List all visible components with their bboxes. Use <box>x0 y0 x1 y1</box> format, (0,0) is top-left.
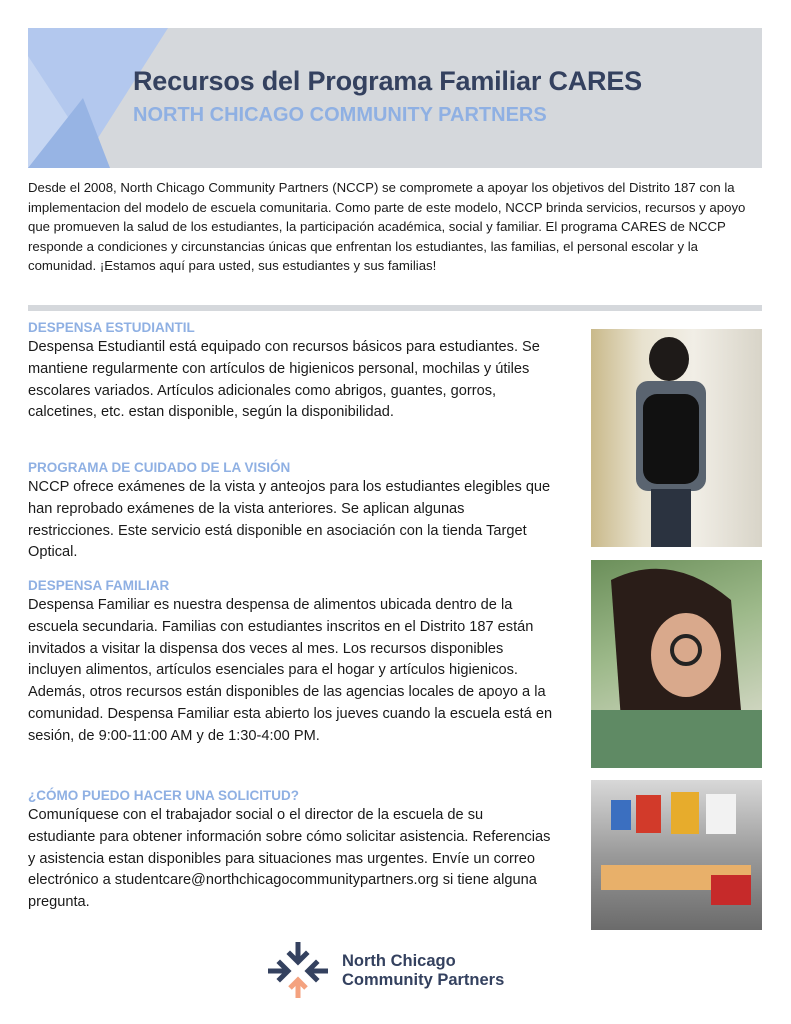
banner-triangles-graphic <box>28 28 762 168</box>
section-body: NCCP ofrece exámenes de la vista y anteojos para los estudiantes elegibles que han reprobado exámenes de la vista anteriores. Se aplican algunas restricciones. Este servicio está disponible en asociación con la tienda Target Optical. <box>28 479 551 561</box>
intro-paragraph: Desde el 2008, North Chicago Community Partners (NCCP) se compromete a apoyar los objetivos del Distrito 187 con la implementacion del modelo de escuela comunitaria. Como parte de este modelo, NCCP brinda servicios, recursos y apoyo que promueven la salud de los estudiantes, la participación académica, social y familiar. El programa CARES de NCCP responde a condiciones y circunstancias únicas que enfrentan los estudiantes, las familias, el personal escolar y la comunidad. ¡Estamos aquí para usted, sus estudiantes y sus familias! <box>28 180 746 274</box>
header-banner <box>28 28 762 168</box>
section-heading: DESPENSA FAMILIAR <box>28 578 170 593</box>
section-body: Comuníquese con el trabajador social o el director de la escuela de su estudiante para obtener información sobre cómo solicitar asistencia. Referencias y asistencia estan disponibles para situaciones mas urgentes. Envíe un correo electrónico a studentcare@northchicagocommunitypartners.org si tiene alguna pregunta. <box>28 807 551 911</box>
photo-pantry-shelves <box>591 780 762 930</box>
section-family-pantry <box>28 578 553 748</box>
photo-student-backpack <box>591 329 762 547</box>
section-heading: DESPENSA ESTUDIANTIL <box>28 320 195 335</box>
logo-line2: Community Partners <box>342 971 505 989</box>
logo-line1: North Chicago <box>342 952 456 970</box>
section-how-to-apply <box>28 788 553 914</box>
section-vision-care <box>28 460 553 564</box>
page-title: Recursos del Programa Familiar CARES <box>133 66 642 96</box>
section-body: Despensa Estudiantil está equipado con recursos básicos para estudiantes. Se mantiene regularmente con artículos de higienicos personal, mochilas y útiles escolares variados. Artículos adicionales como abrigos, guantes, gorros, calcetines, etc. estan disponible, según la disponibilidad. <box>28 339 540 421</box>
section-heading: ¿CÓMO PUEDO HACER UNA SOLICITUD? <box>28 788 299 803</box>
nccp-logo-icon <box>268 942 328 1000</box>
section-student-pantry <box>28 320 553 424</box>
page-subtitle: NORTH CHICAGO COMMUNITY PARTNERS <box>133 104 547 126</box>
nccp-logo <box>268 942 504 1000</box>
divider <box>28 305 762 311</box>
section-heading: PROGRAMA DE CUIDADO DE LA VISIÓN <box>28 460 291 475</box>
photo-girl-writing <box>591 560 762 768</box>
section-body: Despensa Familiar es nuestra despensa de alimentos ubicada dentro de la escuela secundaria. Familias con estudiantes inscritos en el Distrito 187 están invitados a visitar la dispensa dos veces al mes. Los recursos disponibles incluyen alimentos, artículos esenciales para el hogar y artículos higienicos. Además, otros recursos están disponibles de las agencias locales de apoyo a la comunidad. Despensa Familiar esta abierto los jueves cuando la escuela está en sesión, de 9:00-11:00 AM y de 1:30-4:00 PM. <box>28 597 553 744</box>
